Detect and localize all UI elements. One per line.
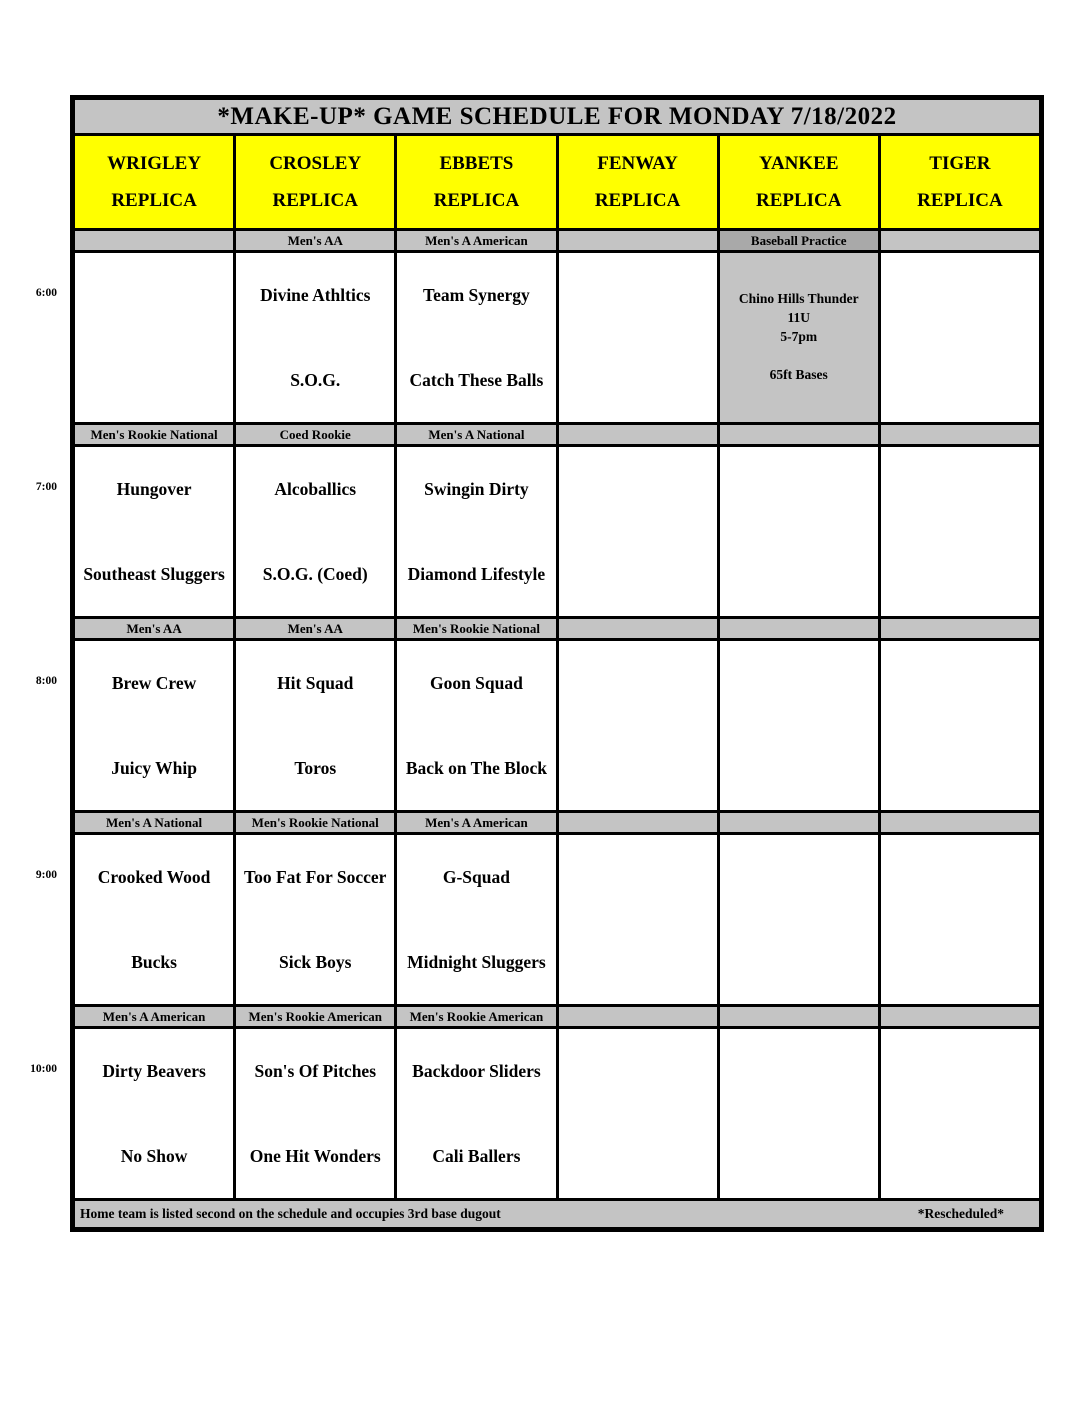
venue-header-wrigley [75,136,233,228]
away-team: Crooked Wood [97,867,211,888]
game-row [75,835,1039,1004]
league-label: Men's A National [106,814,203,830]
game-cell-yankee [720,447,878,616]
venue-sub-label: REPLICA [917,189,1003,211]
league-label: Men's A American [425,814,528,830]
game-cell-ebbets [397,447,555,616]
league-strip-tiger [881,231,1039,250]
league-label: Men's AA [287,620,343,636]
venue-header-fenway [559,136,717,228]
game-cell-yankee [720,253,878,422]
venue-name: FENWAY [597,152,678,174]
league-label: Men's A American [425,232,528,248]
league-label: Men's AA [287,232,343,248]
away-team [881,447,1039,532]
home-team: One Hit Wonders [249,1145,381,1166]
venue-sub-label: REPLICA [594,189,681,211]
away-team [559,835,717,920]
game-cell-wrigley [75,1029,233,1198]
away-team: Team Synergy [423,285,530,306]
practice-line: 65ft Bases [769,367,828,382]
venue-header-tiger [881,136,1039,228]
league-strip-yankee [720,813,878,832]
home-team: Southeast Sluggers [83,563,225,584]
home-team [720,1114,878,1199]
away-team [881,641,1039,726]
away-team: G-Squad [442,867,510,888]
league-strip-ebbets [397,231,555,250]
time-label-600: 6:00 [35,287,57,299]
away-team [559,641,717,726]
game-cell-tiger [881,1029,1039,1198]
game-cell-crosley [236,447,394,616]
venue-sub-label: REPLICA [272,189,358,211]
league-strip-wrigley [75,1007,233,1026]
league-strip-row [75,425,1039,444]
away-team: Hit Squad [277,673,354,694]
footer-row [75,1201,1039,1227]
home-team: Toros [294,757,337,778]
league-strip-row [75,231,1039,250]
home-team: Bucks [131,951,177,972]
league-strip-ebbets [397,425,555,444]
away-team: Brew Crew [111,673,197,694]
league-strip-yankee [720,425,878,444]
league-label: Men's Rookie American [409,1008,544,1024]
home-team [559,726,717,811]
league-strip-yankee [720,619,878,638]
league-label: Men's Rookie National [90,426,218,442]
away-team: Backdoor Sliders [412,1061,541,1082]
home-team [559,1114,717,1199]
away-team [559,447,717,532]
home-team: Catch These Balls [409,369,544,390]
league-label: Men's Rookie American [248,1008,383,1024]
home-team: Back on The Block [405,757,547,778]
home-team: S.O.G. (Coed) [262,563,368,584]
venue-name: CROSLEY [269,152,362,174]
game-cell-ebbets [397,835,555,1004]
home-team [720,532,878,617]
game-cell-crosley [236,253,394,422]
league-strip-row [75,813,1039,832]
game-row [75,447,1039,616]
schedule-title-text: *MAKE-UP* GAME SCHEDULE FOR MONDAY 7/18/2022 [217,102,897,130]
game-cell-fenway [559,641,717,810]
home-team [881,726,1039,811]
league-strip-ebbets [397,813,555,832]
game-row [75,641,1039,810]
home-team: Sick Boys [279,951,352,972]
footer-note: Home team is listed second on the schedule and occupies 3rd base dugout [80,1206,501,1221]
practice-line: 5-7pm [780,329,818,344]
league-label: Coed Rookie [279,426,351,442]
league-strip-crosley [236,619,394,638]
home-team [559,338,717,423]
away-team: Divine Athltics [260,285,371,306]
league-strip-tiger [881,813,1039,832]
away-team: Hungover [116,479,192,500]
away-team [881,835,1039,920]
venue-name: WRIGLEY [107,152,202,174]
home-team [75,338,233,423]
league-label: Men's A National [428,426,525,442]
game-cell-ebbets [397,253,555,422]
home-team [881,532,1039,617]
game-row [75,1029,1039,1198]
away-team [720,1029,878,1114]
league-strip-wrigley [75,231,233,250]
time-label-1000: 10:00 [30,1063,57,1075]
game-cell-fenway [559,447,717,616]
game-cell-fenway [559,835,717,1004]
home-team: Cali Ballers [432,1145,521,1166]
away-team [75,253,233,338]
away-team: Too Fat For Soccer [244,867,387,888]
away-team [720,835,878,920]
away-team: Swingin Dirty [424,479,529,500]
game-cell-ebbets [397,1029,555,1198]
home-team [881,1114,1039,1199]
home-team: Midnight Sluggers [407,951,546,972]
venue-sub-label: REPLICA [111,189,197,211]
away-team [559,253,717,338]
home-team: S.O.G. [290,369,341,390]
league-strip-crosley [236,1007,394,1026]
league-label: Baseball Practice [750,232,847,248]
venue-name: EBBETS [439,152,514,174]
league-strip-crosley [236,425,394,444]
game-cell-wrigley [75,253,233,422]
league-strip-fenway [559,619,717,638]
game-cell-yankee [720,1029,878,1198]
away-team [881,253,1039,338]
league-strip-tiger [881,425,1039,444]
rescheduled-note: *Rescheduled* [917,1206,1004,1221]
game-cell-yankee [720,641,878,810]
league-strip-tiger [881,619,1039,638]
practice-details [739,290,859,385]
venue-header-row [75,136,1039,228]
away-team: Alcoballics [274,479,357,500]
home-team [881,338,1039,423]
league-strip-wrigley [75,813,233,832]
league-label: Men's Rookie National [251,814,379,830]
game-cell-tiger [881,641,1039,810]
game-cell-crosley [236,1029,394,1198]
away-team [881,1029,1039,1114]
game-cell-tiger [881,835,1039,1004]
game-cell-fenway [559,1029,717,1198]
away-team: Son's Of Pitches [254,1061,377,1082]
schedule-title [75,100,1039,133]
home-team [881,920,1039,1005]
practice-line [739,347,859,366]
game-cell-tiger [881,447,1039,616]
league-strip-yankee [720,1007,878,1026]
venue-sub-label: REPLICA [433,189,520,211]
venue-header-crosley [236,136,394,228]
league-label: Men's Rookie National [412,620,540,636]
away-team: Goon Squad [429,673,523,694]
league-strip-row [75,1007,1039,1026]
time-label-900: 9:00 [35,869,57,881]
league-strip-yankee [720,231,878,250]
league-strip-ebbets [397,619,555,638]
game-cell-tiger [881,253,1039,422]
game-cell-yankee [720,835,878,1004]
league-strip-ebbets [397,1007,555,1026]
league-strip-row [75,619,1039,638]
league-strip-wrigley [75,619,233,638]
practice-line: Chino Hills Thunder [738,291,859,306]
league-strip-crosley [236,813,394,832]
league-label: Men's AA [126,620,182,636]
game-cell-ebbets [397,641,555,810]
league-strip-fenway [559,231,717,250]
away-team: Dirty Beavers [102,1061,206,1082]
game-cell-crosley [236,641,394,810]
venue-sub-label: REPLICA [755,189,842,211]
away-team [720,447,878,532]
venue-name: YANKEE [758,152,839,174]
home-team: No Show [120,1145,188,1166]
league-strip-fenway [559,425,717,444]
game-cell-crosley [236,835,394,1004]
game-row [75,253,1039,422]
game-cell-fenway [559,253,717,422]
practice-line: 11U [787,310,810,325]
league-strip-crosley [236,231,394,250]
venue-header-ebbets [397,136,555,228]
league-label: Men's A American [102,1008,206,1024]
league-strip-fenway [559,1007,717,1026]
home-team [720,726,878,811]
home-team: Diamond Lifestyle [407,563,546,584]
home-team: Juicy Whip [111,757,197,778]
home-team [559,532,717,617]
game-cell-wrigley [75,447,233,616]
game-cell-wrigley [75,641,233,810]
away-team [720,641,878,726]
game-cell-wrigley [75,835,233,1004]
league-strip-tiger [881,1007,1039,1026]
away-team [559,1029,717,1114]
time-label-700: 7:00 [35,481,57,493]
venue-header-yankee [720,136,878,228]
league-strip-wrigley [75,425,233,444]
time-label-800: 8:00 [35,675,57,687]
schedule-table [70,95,1044,1232]
venue-name: TIGER [929,152,991,174]
home-team [559,920,717,1005]
home-team [720,920,878,1005]
league-strip-fenway [559,813,717,832]
